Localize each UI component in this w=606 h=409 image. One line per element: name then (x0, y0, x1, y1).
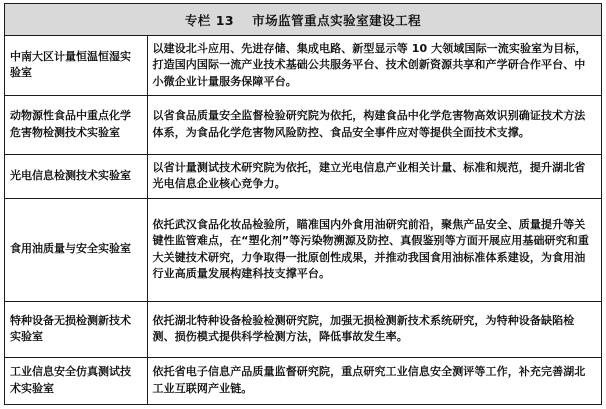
lab-name: 食用油质量与安全实验室 (5, 198, 147, 301)
table-row (5, 198, 601, 301)
lab-name: 特种设备无损检测新技术实验室 (5, 301, 147, 357)
lab-description: 依托武汉食品化妆品检验所，瞄准国内外食用油研究前沿，聚焦产品安全、质量提升等关键性监管难点，在“塑化剂”等污染物溯源及防控、真假鉴别等方面开展应用基础研究和重大关键技术研究，力争取得一批原创性成果，并推动我国食用油标准体系建设，为食用油行业高质量发展构建科技支撑平台。 (147, 198, 601, 301)
lab-name: 光电信息检测技术实验室 (5, 154, 147, 198)
lab-name: 中南大区计量恒温恒湿实验室 (5, 36, 147, 95)
lab-description: 以省食品质量安全监督检验研究院为依托，构建食品中化学危害物高效识别确证技术方法体系，为食品化学危害物风险防控、食品安全事件应对等提供全面技术支撑。 (147, 95, 601, 154)
table-row (5, 36, 601, 95)
lab-description: 依托省电子信息产品质量监督研究院，重点研究工业信息安全测评等工作，补充完善湖北工业互联网产业链。 (152, 365, 586, 395)
table-row (5, 357, 601, 404)
lab-name: 动物源性食品中重点化学危害物检测技术实验室 (5, 95, 147, 154)
column-box (4, 3, 602, 405)
lab-description: 以建设北斗应用、先进存储、集成电路、新型显示等 10 大领域国际一流实验室为目标，打造国内国际一流产业技术基础公共服务平台、技术创新资源共享和产学研合作平台、中小微企业计量服务保障平台。 (147, 36, 601, 95)
table-row (5, 154, 601, 198)
column-title-bar (5, 4, 601, 36)
column-number: 专栏 13 (184, 12, 235, 28)
lab-description: 依托湖北特种设备检验检测研究院，加强无损检测新技术系统研究，为特种设备缺陷检测、损伤模式提供科学检测方法，降低事故发生率。 (147, 301, 601, 357)
table-row (5, 95, 601, 154)
lab-description: 以省计量测试技术研究院为依托，建立光电信息产业相关计量、标准和规范，提升湖北省光电信息企业核心竞争力。 (147, 154, 601, 198)
lab-table (5, 36, 601, 404)
column-title: 市场监管重点实验室建设工程 (252, 12, 422, 28)
lab-name: 工业信息安全仿真测试技术实验室 (5, 357, 147, 404)
table-row (5, 301, 601, 357)
